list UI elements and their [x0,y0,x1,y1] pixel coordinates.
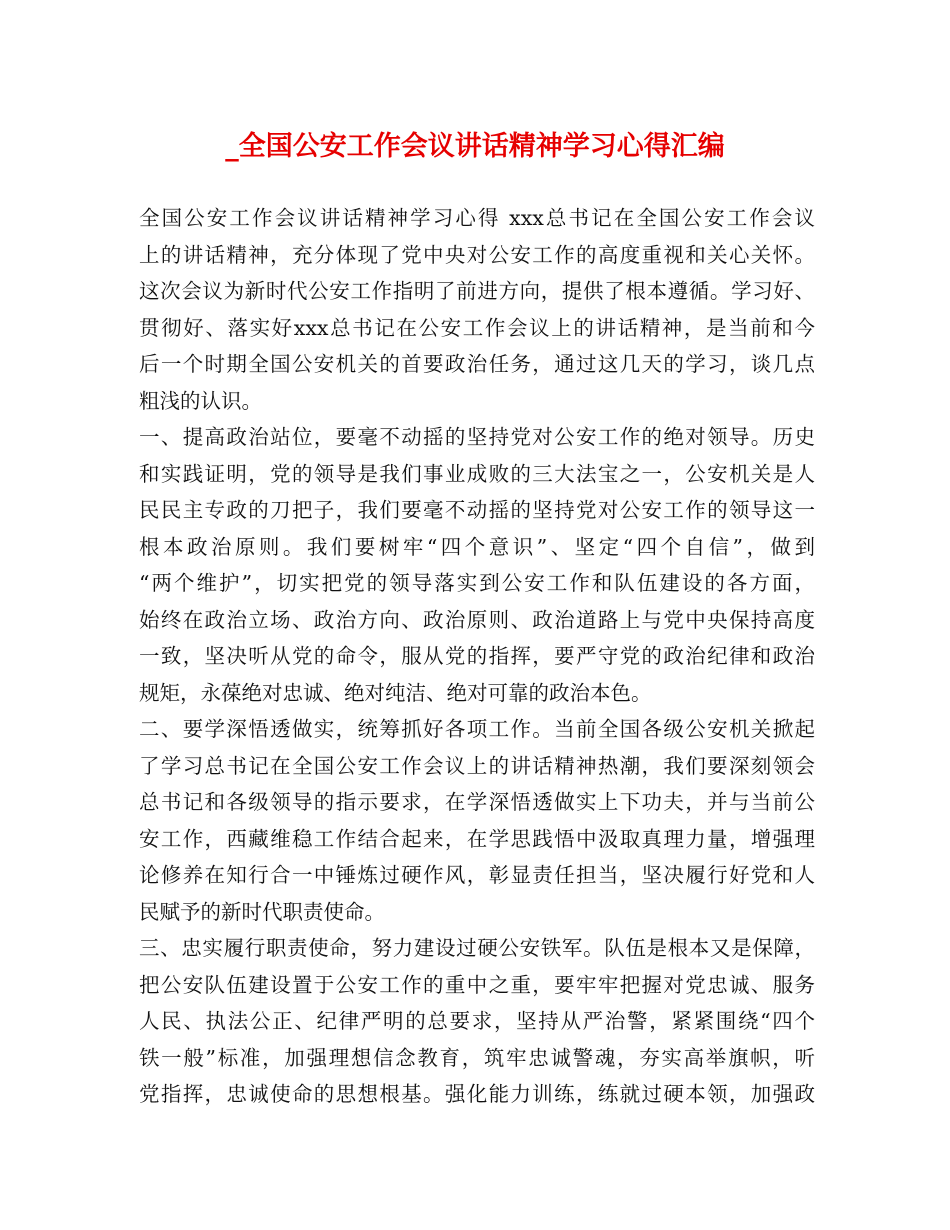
body-line: 三、忠实履行职责使命，努力建设过硬公安铁军。队伍是根本又是保障， [139,936,815,960]
document-body [139,200,815,1113]
body-line: 这次会议为新时代公安工作指明了前进方向，提供了根本遵循。学习好、 [139,279,815,303]
body-line: 和实践证明，党的领导是我们事业成败的三大法宝之一，公安机关是人 [139,461,815,486]
body-line: 铁一般”标准，加强理想信念教育，筑牢忠诚警魂，夯实高举旗帜，听 [139,1045,815,1070]
body-line: 二、要学深悟透做实，统筹抓好各项工作。当前全国各级公安机关掀起 [139,717,815,741]
body-line: “两个维护”，切实把党的领导落实到公安工作和队伍建设的各方面， [139,571,815,595]
body-line: 把公安队伍建设置于公安工作的重中之重，要牢牢把握对党忠诚、服务 [139,972,815,997]
body-line: 了学习总书记在全国公安工作会议上的讲话精神热潮，我们要深刻领会 [139,753,815,778]
body-line: 后一个时期全国公安机关的首要政治任务，通过这几天的学习，谈几点 [139,352,815,376]
body-line: 民赋予的新时代职责使命。 [139,899,385,924]
body-line: 人民、执法公正、纪律严明的总要求，坚持从严治警，紧紧围绕“四个 [139,1009,815,1033]
body-line: 一、提高政治站位，要毫不动摇的坚持党对公安工作的绝对领导。历史 [139,425,815,449]
document-title: _全国公安工作会议讲话精神学习心得汇编 [225,131,725,162]
body-line: 安工作，西藏维稳工作结合起来，在学思践悟中汲取真理力量，增强理 [139,826,815,851]
body-line: 规矩，永葆绝对忠诚、绝对纯洁、绝对可靠的政治本色。 [139,680,652,705]
body-line: 粗浅的认识。 [139,388,262,413]
body-line: 全国公安工作会议讲话精神学习心得 xxx总书记在全国公安工作会议 [139,206,815,230]
body-line: 贯彻好、落实好xxx总书记在公安工作会议上的讲话精神，是当前和今 [139,315,815,340]
body-line: 上的讲话精神，充分体现了党中央对公安工作的高度重视和关心关怀。 [139,242,815,267]
body-line: 一致，坚决听从党的命令，服从党的指挥，要严守党的政治纪律和政治 [139,644,815,668]
body-line: 党指挥，忠诚使命的思想根基。强化能力训练，练就过硬本领，加强政 [139,1082,815,1106]
body-line: 总书记和各级领导的指示要求，在学深悟透做实上下功夫，并与当前公 [139,790,815,814]
body-line: 论修养在知行合一中锤炼过硬作风，彰显责任担当，坚决履行好党和人 [139,863,815,887]
body-line: 根本政治原则。我们要树牢“四个意识”、坚定“四个自信”，做到 [139,534,815,559]
body-line: 始终在政治立场、政治方向、政治原则、政治道路上与党中央保持高度 [139,607,815,632]
body-line: 民民主专政的刀把子，我们要毫不动摇的坚持党对公安工作的领导这一 [139,498,815,522]
